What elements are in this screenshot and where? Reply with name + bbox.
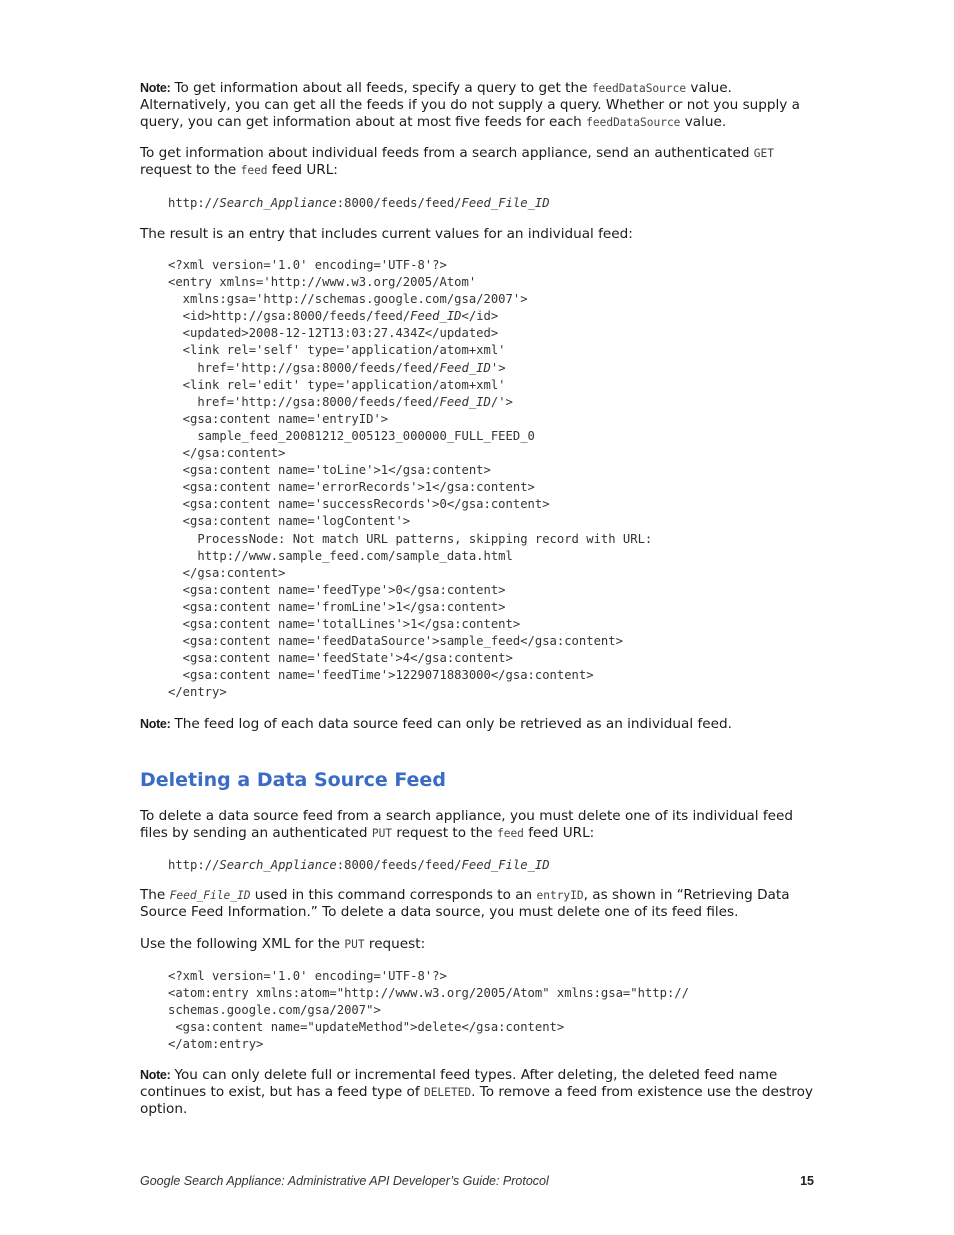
- code-line: <gsa:content name='errorRecords'>1</gsa:content>: [168, 480, 535, 495]
- paragraph-text: used in this command corresponds to an: [250, 887, 537, 903]
- code-line: sample_feed_20081212_005123_000000_FULL_FEED_0: [168, 428, 535, 443]
- inline-code: entryID: [536, 889, 584, 902]
- note-delete-types: [140, 1067, 814, 1118]
- section-heading: Deleting a Data Source Feed: [140, 769, 446, 791]
- code-line: <gsa:content name='feedTime'>1229071883000</gsa:content>: [168, 668, 594, 683]
- paragraph-text: feed URL:: [267, 162, 338, 178]
- paragraph-text: request:: [364, 936, 426, 952]
- paragraph-text: request to the: [140, 162, 241, 178]
- note-text: The feed log of each data source feed can only be retrieved as an individual feed.: [174, 716, 732, 732]
- code-text: http://: [168, 196, 220, 210]
- code-line: /'>: [490, 394, 513, 409]
- code-line: <gsa:content name='feedState'>4</gsa:content>: [168, 651, 513, 666]
- paragraph-text: , as shown in “Retrieving Data Source Feed Information.” To delete a data source, you must delete one of its feed files.: [140, 887, 790, 920]
- code-variable: Feed_ID: [439, 394, 491, 409]
- code-line: <entry xmlns='http://www.w3.org/2005/Atom': [168, 275, 477, 290]
- feed-url-code: [168, 857, 550, 874]
- code-line: </gsa:content>: [168, 565, 286, 580]
- paragraph-text: feed URL:: [523, 825, 595, 841]
- note-feed-log: [140, 716, 814, 733]
- paragraph-text: The: [140, 887, 170, 903]
- code-line: <gsa:content name="updateMethod">delete</gsa:content>: [168, 1020, 565, 1035]
- paragraph-use-xml: [140, 936, 814, 953]
- paragraph-text: Use the following XML for the: [140, 936, 345, 952]
- code-variable: Feed_ID: [410, 309, 462, 324]
- footer-title: Google Search Appliance: Administrative API Developer’s Guide: Protocol: [140, 1174, 549, 1188]
- code-variable: Feed_File_ID: [461, 858, 550, 872]
- inline-code: Feed_File_ID: [169, 889, 251, 902]
- note-text: . To remove a feed from existence use the destroy option.: [140, 1084, 813, 1117]
- note-text: You can only delete full or incremental feed types. After deleting, the deleted feed name continues to exist, but has a feed type of: [140, 1067, 778, 1100]
- inline-code: feed: [240, 164, 268, 177]
- note-feed-query: [140, 80, 814, 131]
- inline-code: DELETED: [423, 1086, 472, 1099]
- code-line: <updated>2008-12-12T13:03:27.434Z</updated>: [168, 326, 499, 341]
- code-line: <gsa:content name='toLine'>1</gsa:content>: [168, 463, 491, 478]
- paragraph-text: To get information about individual feeds from a search appliance, send an authenticated: [140, 145, 754, 161]
- code-text: http://: [168, 858, 220, 872]
- code-line: <gsa:content name='fromLine'>1</gsa:content>: [168, 599, 506, 614]
- code-variable: Search_Appliance: [219, 196, 337, 210]
- code-line: <gsa:content name='entryID'>: [168, 411, 389, 426]
- code-text: :8000/feeds/feed/: [336, 858, 462, 872]
- paragraph-delete: [140, 808, 814, 842]
- code-line: </gsa:content>: [168, 446, 286, 461]
- code-variable: Feed_File_ID: [461, 196, 550, 210]
- page-number: 15: [800, 1174, 814, 1188]
- code-line: href='http://gsa:8000/feeds/feed/: [168, 360, 440, 375]
- inline-code: feedDataSource: [586, 116, 681, 129]
- paragraph-text: request to the: [392, 825, 497, 841]
- code-line: <id>http://gsa:8000/feeds/feed/: [168, 309, 411, 324]
- code-variable: Search_Appliance: [219, 858, 337, 872]
- paragraph-text: To delete a data source feed from a search appliance, you must delete one of its individual feed files by sending an authenticated: [140, 808, 793, 841]
- feed-entry-xml-code: [168, 257, 652, 701]
- code-line: http://www.sample_feed.com/sample_data.html: [168, 548, 513, 563]
- code-line: <?xml version='1.0' encoding='UTF-8'?>: [168, 258, 447, 272]
- code-line: href='http://gsa:8000/feeds/feed/: [168, 394, 440, 409]
- code-line: schemas.google.com/gsa/2007">: [168, 1003, 381, 1018]
- note-label: Note:: [140, 1068, 171, 1082]
- note-text: value.: [680, 114, 727, 130]
- note-label: Note:: [140, 81, 171, 95]
- code-line: <gsa:content name='logContent'>: [168, 514, 411, 529]
- code-line: <gsa:content name='totalLines'>1</gsa:content>: [168, 616, 521, 631]
- feed-url-code: [168, 195, 550, 212]
- code-text: :8000/feeds/feed/: [336, 196, 462, 210]
- code-line: <gsa:content name='feedDataSource'>sample_feed</gsa:content>: [168, 634, 623, 649]
- paragraph-result: The result is an entry that includes current values for an individual feed:: [140, 226, 633, 242]
- paragraph-individual-feeds: [140, 145, 814, 179]
- paragraph-feed-file-id: [140, 887, 814, 921]
- inline-code: GET: [753, 147, 775, 160]
- code-line: </entry>: [168, 685, 227, 700]
- code-line: ProcessNode: Not match URL patterns, skipping record with URL:: [168, 531, 653, 546]
- note-text: value. Alternatively, you can get all the feeds if you do not supply a query. Whether or not you supply a query, you can get information about at most five feeds for each: [140, 80, 801, 130]
- code-line: </atom:entry>: [168, 1037, 264, 1052]
- code-line: <link rel='edit' type='application/atom+xml': [168, 377, 506, 392]
- code-line: </id>: [461, 309, 499, 324]
- code-line: xmlns:gsa='http://schemas.google.com/gsa/2007'>: [168, 292, 528, 307]
- note-label: Note:: [140, 717, 171, 731]
- code-line: <?xml version='1.0' encoding='UTF-8'?>: [168, 969, 447, 983]
- code-line: <gsa:content name='successRecords'>0</gsa:content>: [168, 497, 550, 512]
- inline-code: PUT: [371, 827, 393, 840]
- put-request-xml-code: [168, 968, 689, 1053]
- code-line: <gsa:content name='feedType'>0</gsa:content>: [168, 582, 506, 597]
- note-text: To get information about all feeds, specify a query to get the: [174, 80, 592, 96]
- inline-code: feedDataSource: [591, 82, 687, 95]
- code-line: <atom:entry xmlns:atom="http://www.w3.org/2005/Atom" xmlns:gsa="http://: [168, 986, 689, 1001]
- code-line: '>: [490, 360, 506, 375]
- code-variable: Feed_ID: [439, 360, 491, 375]
- inline-code: PUT: [344, 938, 365, 951]
- code-line: <link rel='self' type='application/atom+xml': [168, 343, 506, 358]
- inline-code: feed: [496, 827, 524, 840]
